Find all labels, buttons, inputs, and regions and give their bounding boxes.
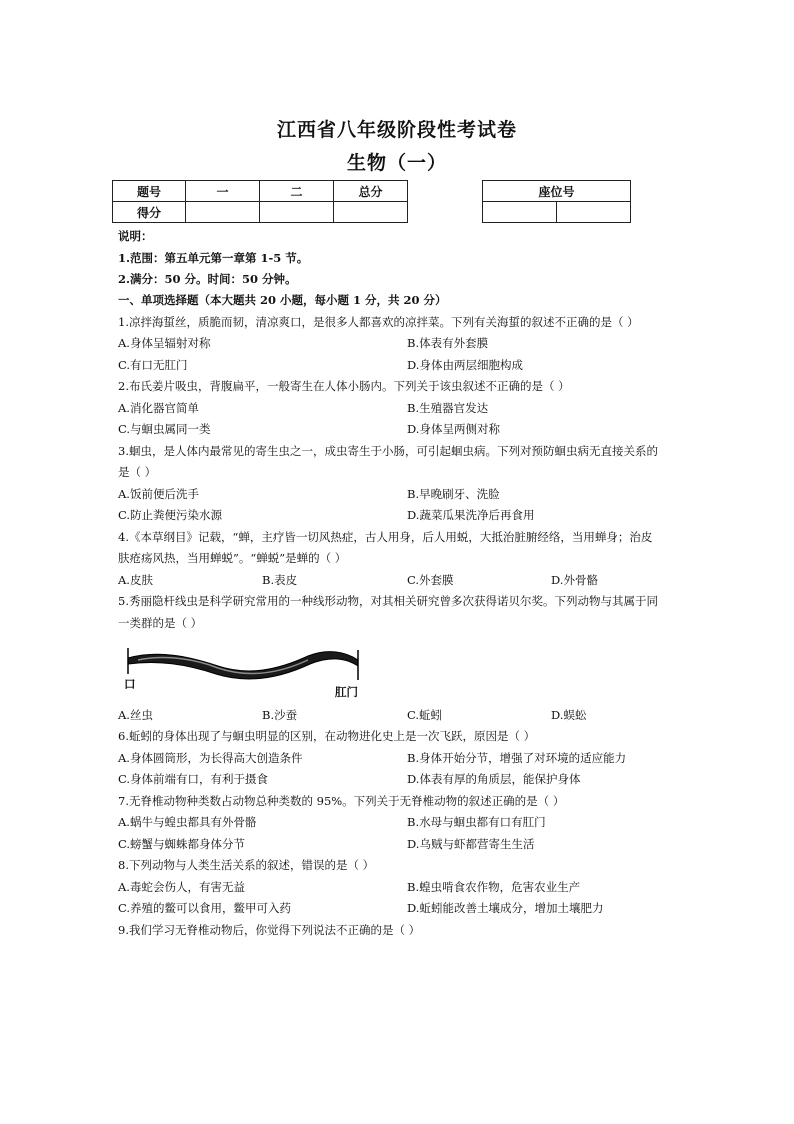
question-text: 4.《本草纲目》记载，“蝉，主疗皆一切风热症，古人用身，后人用蜕，大抵治脏腑经络，当用蝉身；治皮: [118, 530, 653, 544]
question-text: 2.布氏姜片吸虫，背腹扁平，一般寄生在人体小肠内。下列关于该虫叙述不正确的是（ ）: [118, 379, 570, 393]
section-title: 一、单项选择题（本大题共 20 小题，每小题 1 分，共 20 分）: [118, 293, 447, 307]
option-b[interactable]: B.体表有外套膜: [407, 336, 489, 350]
question-text: 7.无脊椎动物种类数占动物总种类数的 95%。下列关于无脊椎动物的叙述正确的是（ ）: [118, 794, 565, 808]
option-b[interactable]: B.早晚刷牙、洗脸: [407, 487, 500, 501]
option-a[interactable]: A.身体呈辐射对称: [118, 336, 211, 350]
mouth-label: 口: [124, 677, 136, 691]
option-b[interactable]: B.表皮: [262, 573, 298, 587]
option-a[interactable]: A.消化器官简单: [118, 401, 199, 415]
option-c[interactable]: C.防止粪便污染水源: [118, 508, 223, 522]
option-c[interactable]: C.有口无肛门: [118, 358, 188, 372]
score-cell[interactable]: [186, 202, 260, 223]
question-text: 肤疮疡风热，当用蝉蜕”。“蝉蜕”是蝉的（ ）: [118, 551, 347, 565]
score-header-cell: 二: [260, 181, 334, 202]
question-text: 3.蛔虫，是人体内最常见的寄生虫之一，成虫寄生于小肠，可引起蛔虫病。下列对预防蛔虫病无直接关系的: [118, 444, 658, 458]
seat-cell[interactable]: [557, 202, 631, 223]
exam-title: 江西省八年级阶段性考试卷: [276, 119, 517, 141]
score-row-label: 得分: [113, 202, 186, 223]
seat-table: [482, 180, 631, 223]
question-text: 是（ ）: [118, 465, 157, 479]
option-d[interactable]: D.乌贼与虾都营寄生生活: [407, 837, 535, 851]
option-a[interactable]: A.毒蛇会伤人，有害无益: [118, 880, 245, 894]
option-d[interactable]: D.蚯蚓能改善土壤成分，增加土壤肥力: [407, 901, 604, 915]
question-text: 一类群的是（ ）: [118, 616, 203, 630]
option-c[interactable]: C.身体前端有口，有利于摄食: [118, 772, 269, 786]
option-a[interactable]: A.身体圆筒形，为长得高大创造条件: [118, 751, 303, 765]
option-c[interactable]: C.养殖的鳖可以食用，鳖甲可入药: [118, 901, 292, 915]
option-b[interactable]: B.蝗虫啃食农作物，危害农业生产: [407, 880, 581, 894]
option-d[interactable]: D.身体呈两侧对称: [407, 422, 500, 436]
option-d[interactable]: D.蜈蚣: [551, 708, 587, 722]
option-c[interactable]: C.外套膜: [407, 573, 454, 587]
seat-header: 座位号: [483, 181, 631, 202]
option-b[interactable]: B.生殖器官发达: [407, 401, 489, 415]
question-text: 8.下列动物与人类生活关系的叙述，错误的是（ ）: [118, 858, 375, 872]
notes-heading: 说明：: [118, 229, 153, 243]
note-item: 2.满分：50 分。时间：50 分钟。: [118, 272, 297, 286]
option-a[interactable]: A.皮肤: [118, 573, 153, 587]
option-a[interactable]: A.饭前便后洗手: [118, 487, 199, 501]
question-text: 1.凉拌海蜇丝，质脆而韧，清凉爽口，是很多人都喜欢的凉拌菜。下列有关海蜇的叙述不正确的是（ ）: [118, 315, 639, 329]
option-a[interactable]: A.丝虫: [118, 708, 153, 722]
option-d[interactable]: D.体表有厚的角质层，能保护身体: [407, 772, 581, 786]
score-header-cell: 总分: [334, 181, 408, 202]
note-item: 1.范围：第五单元第一章第 1-5 节。: [118, 251, 309, 265]
question-text: 5.秀丽隐杆线虫是科学研究常用的一种线形动物，对其相关研究曾多次获得诺贝尔奖。下列动物与其属于同: [118, 594, 658, 608]
question-text: 9.我们学习无脊椎动物后，你觉得下列说法不正确的是（ ）: [118, 923, 421, 937]
seat-cell[interactable]: [483, 202, 557, 223]
option-b[interactable]: B.水母与蛔虫都有口有肛门: [407, 815, 546, 829]
anus-label: 肛门: [335, 685, 358, 699]
exam-subtitle: 生物（一）: [346, 152, 447, 174]
score-cell[interactable]: [260, 202, 334, 223]
score-header-cell: 一: [186, 181, 260, 202]
score-header-cell: 题号: [113, 181, 186, 202]
option-d[interactable]: D.外骨骼: [551, 573, 598, 587]
option-d[interactable]: D.身体由两层细胞构成: [407, 358, 523, 372]
score-cell[interactable]: [334, 202, 408, 223]
option-d[interactable]: D.蔬菜瓜果洗净后再食用: [407, 508, 535, 522]
worm-body: [128, 652, 358, 679]
option-c[interactable]: C.蚯蚓: [407, 708, 443, 722]
option-c[interactable]: C.与蛔虫属同一类: [118, 422, 211, 436]
score-table: [112, 180, 408, 223]
question-text: 6.蚯蚓的身体出现了与蛔虫明显的区别，在动物进化史上是一次飞跃，原因是（ ）: [118, 729, 536, 743]
option-a[interactable]: A.蜗牛与蝗虫都具有外骨骼: [118, 815, 257, 829]
option-b[interactable]: B.沙蚕: [262, 708, 298, 722]
option-c[interactable]: C.螃蟹与蜘蛛都身体分节: [118, 837, 246, 851]
nematode-figure: [118, 640, 368, 700]
option-b[interactable]: B.身体开始分节，增强了对环境的适应能力: [407, 751, 627, 765]
